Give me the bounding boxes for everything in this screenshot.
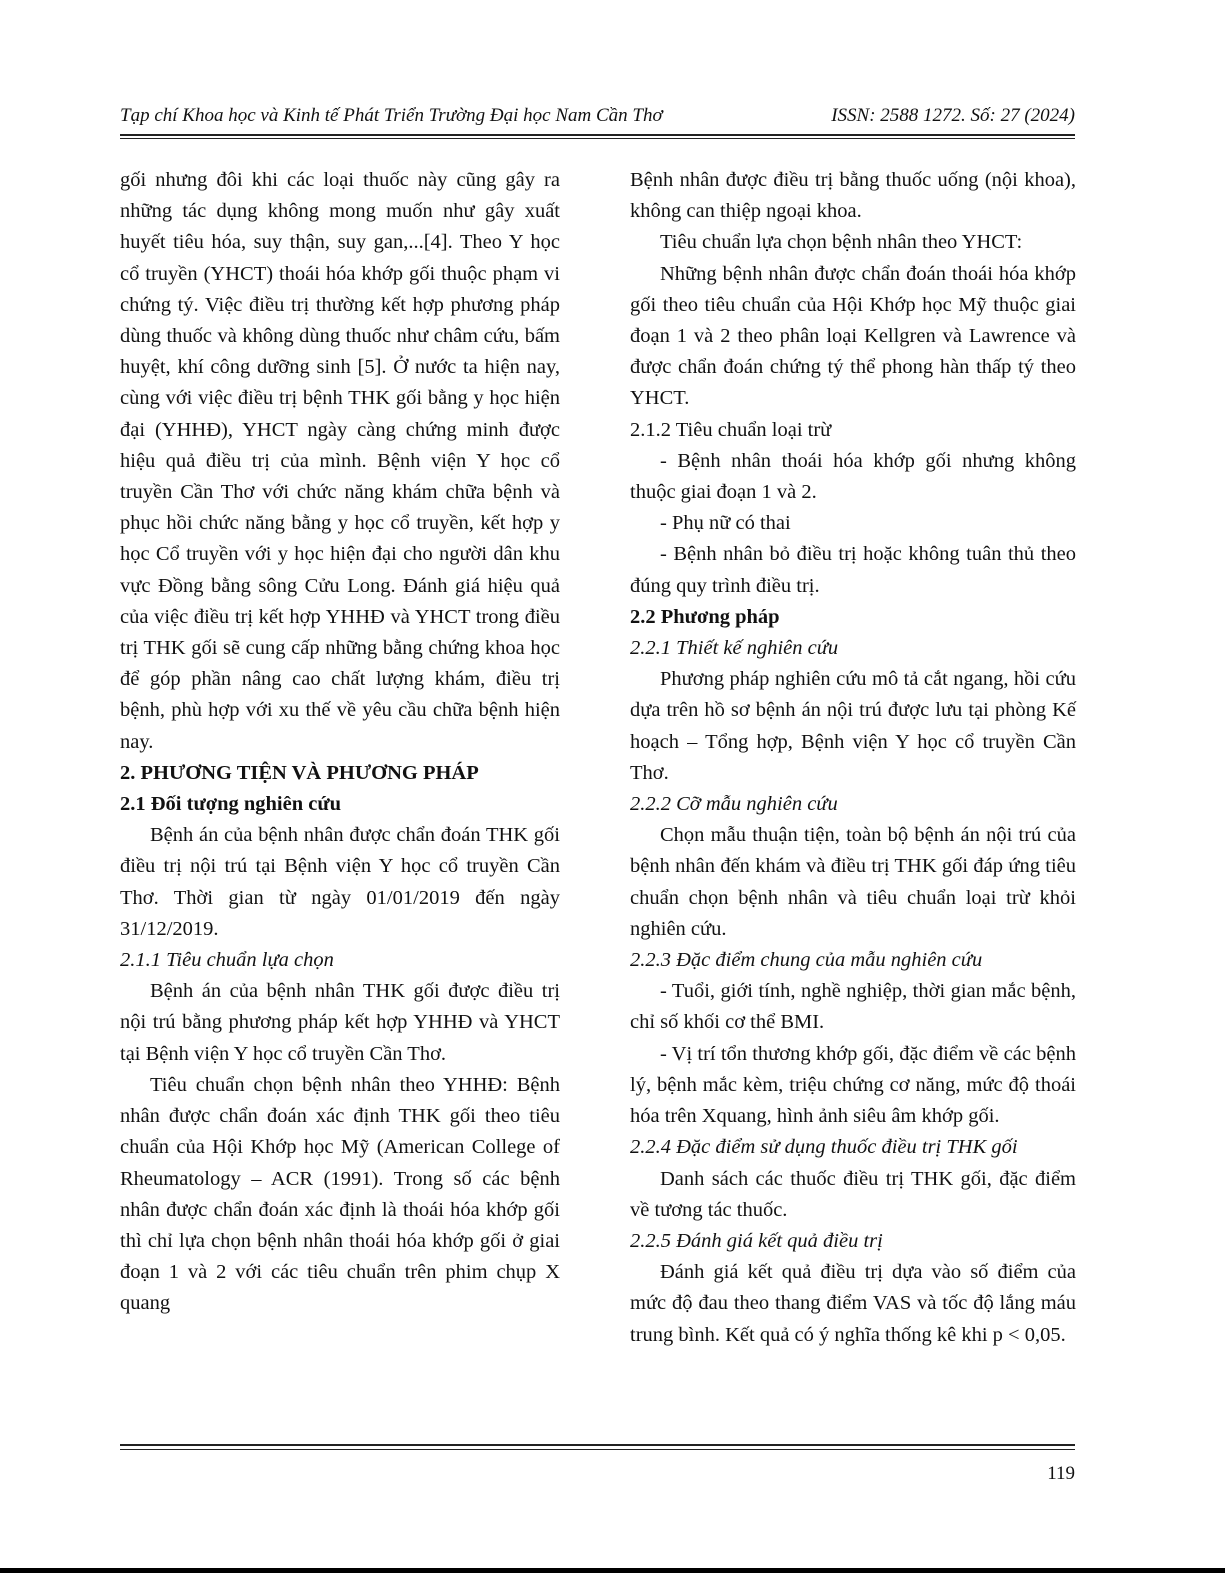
list-item: - Vị trí tổn thương khớp gối, đặc điểm về các bệnh lý, bệnh mắc kèm, triệu chứng cơ năng, mức độ thoái hóa trên Xquang, hình ảnh siêu âm khớp gối.: [630, 1042, 1076, 1128]
paragraph: gối nhưng đôi khi các loại thuốc này cũng gây ra những tác dụng không mong muốn như gây xuất huyết tiêu hóa, suy thận, suy gan,...[4]. Theo Y học cổ truyền (YHCT) thoái hóa khớp gối thuộc phạm vi chứng tý. Việc điều trị thường kết hợp phương pháp dùng thuốc và không dùng thuốc như châm cứu, bấm huyệt, khí công dưỡng sinh [5]. Ở nước ta hiện nay, cùng với việc điều trị bệnh THK gối bằng y học hiện đại (YHHĐ), YHCT ngày càng chứng minh được hiệu quả điều trị của mình. Bệnh viện Y học cổ truyền Cần Thơ với chức năng khám chữa bệnh và phục hồi chức năng bằng y học cổ truyền, kết hợp y học Cổ truyền với y học hiện đại cho người dân khu vực Đồng bằng sông Cửu Long. Đánh giá hiệu quả của việc điều trị kết hợp YHHĐ và YHCT trong điều trị THK gối sẽ cung cấp những bằng chứng khoa học để góp phần nâng cao chất lượng khám, điều trị bệnh, phù hợp với xu thế về yêu cầu chữa bệnh hiện nay.: [120, 169, 560, 753]
paragraph: Phương pháp nghiên cứu mô tả cắt ngang, hồi cứu dựa trên hồ sơ bệnh án nội trú được lưu tại phòng Kế hoạch – Tổng hợp, Bệnh viện Y học cổ truyền Cần Thơ.: [630, 668, 1076, 784]
subsubsection-heading: 2.1.2 Tiêu chuẩn loại trừ: [630, 418, 832, 441]
footer-rule-thin: [120, 1449, 1075, 1450]
paragraph: Tiêu chuẩn lựa chọn bệnh nhân theo YHCT:: [660, 231, 1023, 254]
section-heading: 2. PHƯƠNG TIỆN VÀ PHƯƠNG PHÁP: [120, 761, 479, 784]
header-rule-thick: [120, 134, 1075, 136]
subsubsection-heading: 2.2.2 Cỡ mẫu nghiên cứu: [630, 793, 838, 816]
page-number: 119: [1047, 1463, 1075, 1484]
paragraph: Bệnh nhân được điều trị bằng thuốc uống (nội khoa), không can thiệp ngoại khoa.: [630, 169, 1076, 223]
paragraph: Đánh giá kết quả điều trị dựa vào số điểm của mức độ đau theo thang điểm VAS và tốc độ lắng máu trung bình. Kết quả có ý nghĩa thống kê khi p < 0,05.: [630, 1261, 1076, 1346]
left-column: [120, 165, 560, 1320]
subsection-heading: 2.1 Đối tượng nghiên cứu: [120, 793, 342, 816]
list-item: - Phụ nữ có thai: [660, 512, 791, 535]
footer-rule-thick: [120, 1444, 1075, 1446]
subsubsection-heading: 2.1.1 Tiêu chuẩn lựa chọn: [120, 949, 334, 972]
list-item: - Bệnh nhân bỏ điều trị hoặc không tuân thủ theo đúng quy trình điều trị.: [630, 543, 1076, 597]
subsubsection-heading: 2.2.4 Đặc điểm sử dụng thuốc điều trị THK gối: [630, 1136, 1018, 1159]
running-header: [120, 104, 1075, 128]
paragraph: Bệnh án của bệnh nhân được chẩn đoán THK gối điều trị nội trú tại Bệnh viện Y học cổ truyền Cần Thơ. Thời gian từ ngày 01/01/2019 đến ngày 31/12/2019.: [120, 824, 560, 940]
paragraph: Danh sách các thuốc điều trị THK gối, đặc điểm về tương tác thuốc.: [630, 1167, 1076, 1221]
subsection-heading: 2.2 Phương pháp: [630, 605, 780, 628]
paragraph: Những bệnh nhân được chẩn đoán thoái hóa khớp gối theo tiêu chuẩn của Hội Khớp học Mỹ thuộc giai đoạn 1 và 2 theo phân loại Kellgren và Lawrence và được chẩn đoán chứng tý thể phong hàn thấp tý theo YHCT.: [630, 262, 1076, 410]
subsubsection-heading: 2.2.5 Đánh giá kết quả điều trị: [630, 1229, 883, 1252]
bottom-edge-bar: [0, 1568, 1225, 1573]
paragraph: Chọn mẫu thuận tiện, toàn bộ bệnh án nội trú của bệnh nhân đến khám và điều trị THK gối đáp ứng tiêu chuẩn chọn bệnh nhân và tiêu chuẩn loại trừ khỏi nghiên cứu.: [630, 824, 1076, 940]
subsubsection-heading: 2.2.3 Đặc điểm chung của mẫu nghiên cứu: [630, 949, 983, 972]
header-rule-thin: [120, 138, 1075, 139]
paragraph: Tiêu chuẩn chọn bệnh nhân theo YHHĐ: Bệnh nhân được chẩn đoán xác định THK gối theo tiêu chuẩn của Hội Khớp học Mỹ (American College of Rheumatology – ACR (1991). Trong số các bệnh nhân được chẩn đoán xác định là thoái hóa khớp gối thì chỉ lựa chọn bệnh nhân thoái hóa khớp gối ở giai đoạn 1 và 2 với các tiêu chuẩn trên phim chụp X quang: [120, 1073, 560, 1315]
right-column: [630, 165, 1076, 1351]
journal-title: Tạp chí Khoa học và Kinh tế Phát Triển Trường Đại học Nam Cần Thơ: [120, 105, 663, 126]
subsubsection-heading: 2.2.1 Thiết kế nghiên cứu: [630, 637, 839, 660]
list-item: - Tuổi, giới tính, nghề nghiệp, thời gian mắc bệnh, chỉ số khối cơ thể BMI.: [630, 980, 1076, 1034]
list-item: - Bệnh nhân thoái hóa khớp gối nhưng không thuộc giai đoạn 1 và 2.: [630, 449, 1076, 504]
issn-issue: ISSN: 2588 1272. Số: 27 (2024): [831, 105, 1075, 126]
paragraph: Bệnh án của bệnh nhân THK gối được điều trị nội trú bằng phương pháp kết hợp YHHĐ và YHCT tại Bệnh viện Y học cổ truyền Cần Thơ.: [120, 980, 560, 1065]
